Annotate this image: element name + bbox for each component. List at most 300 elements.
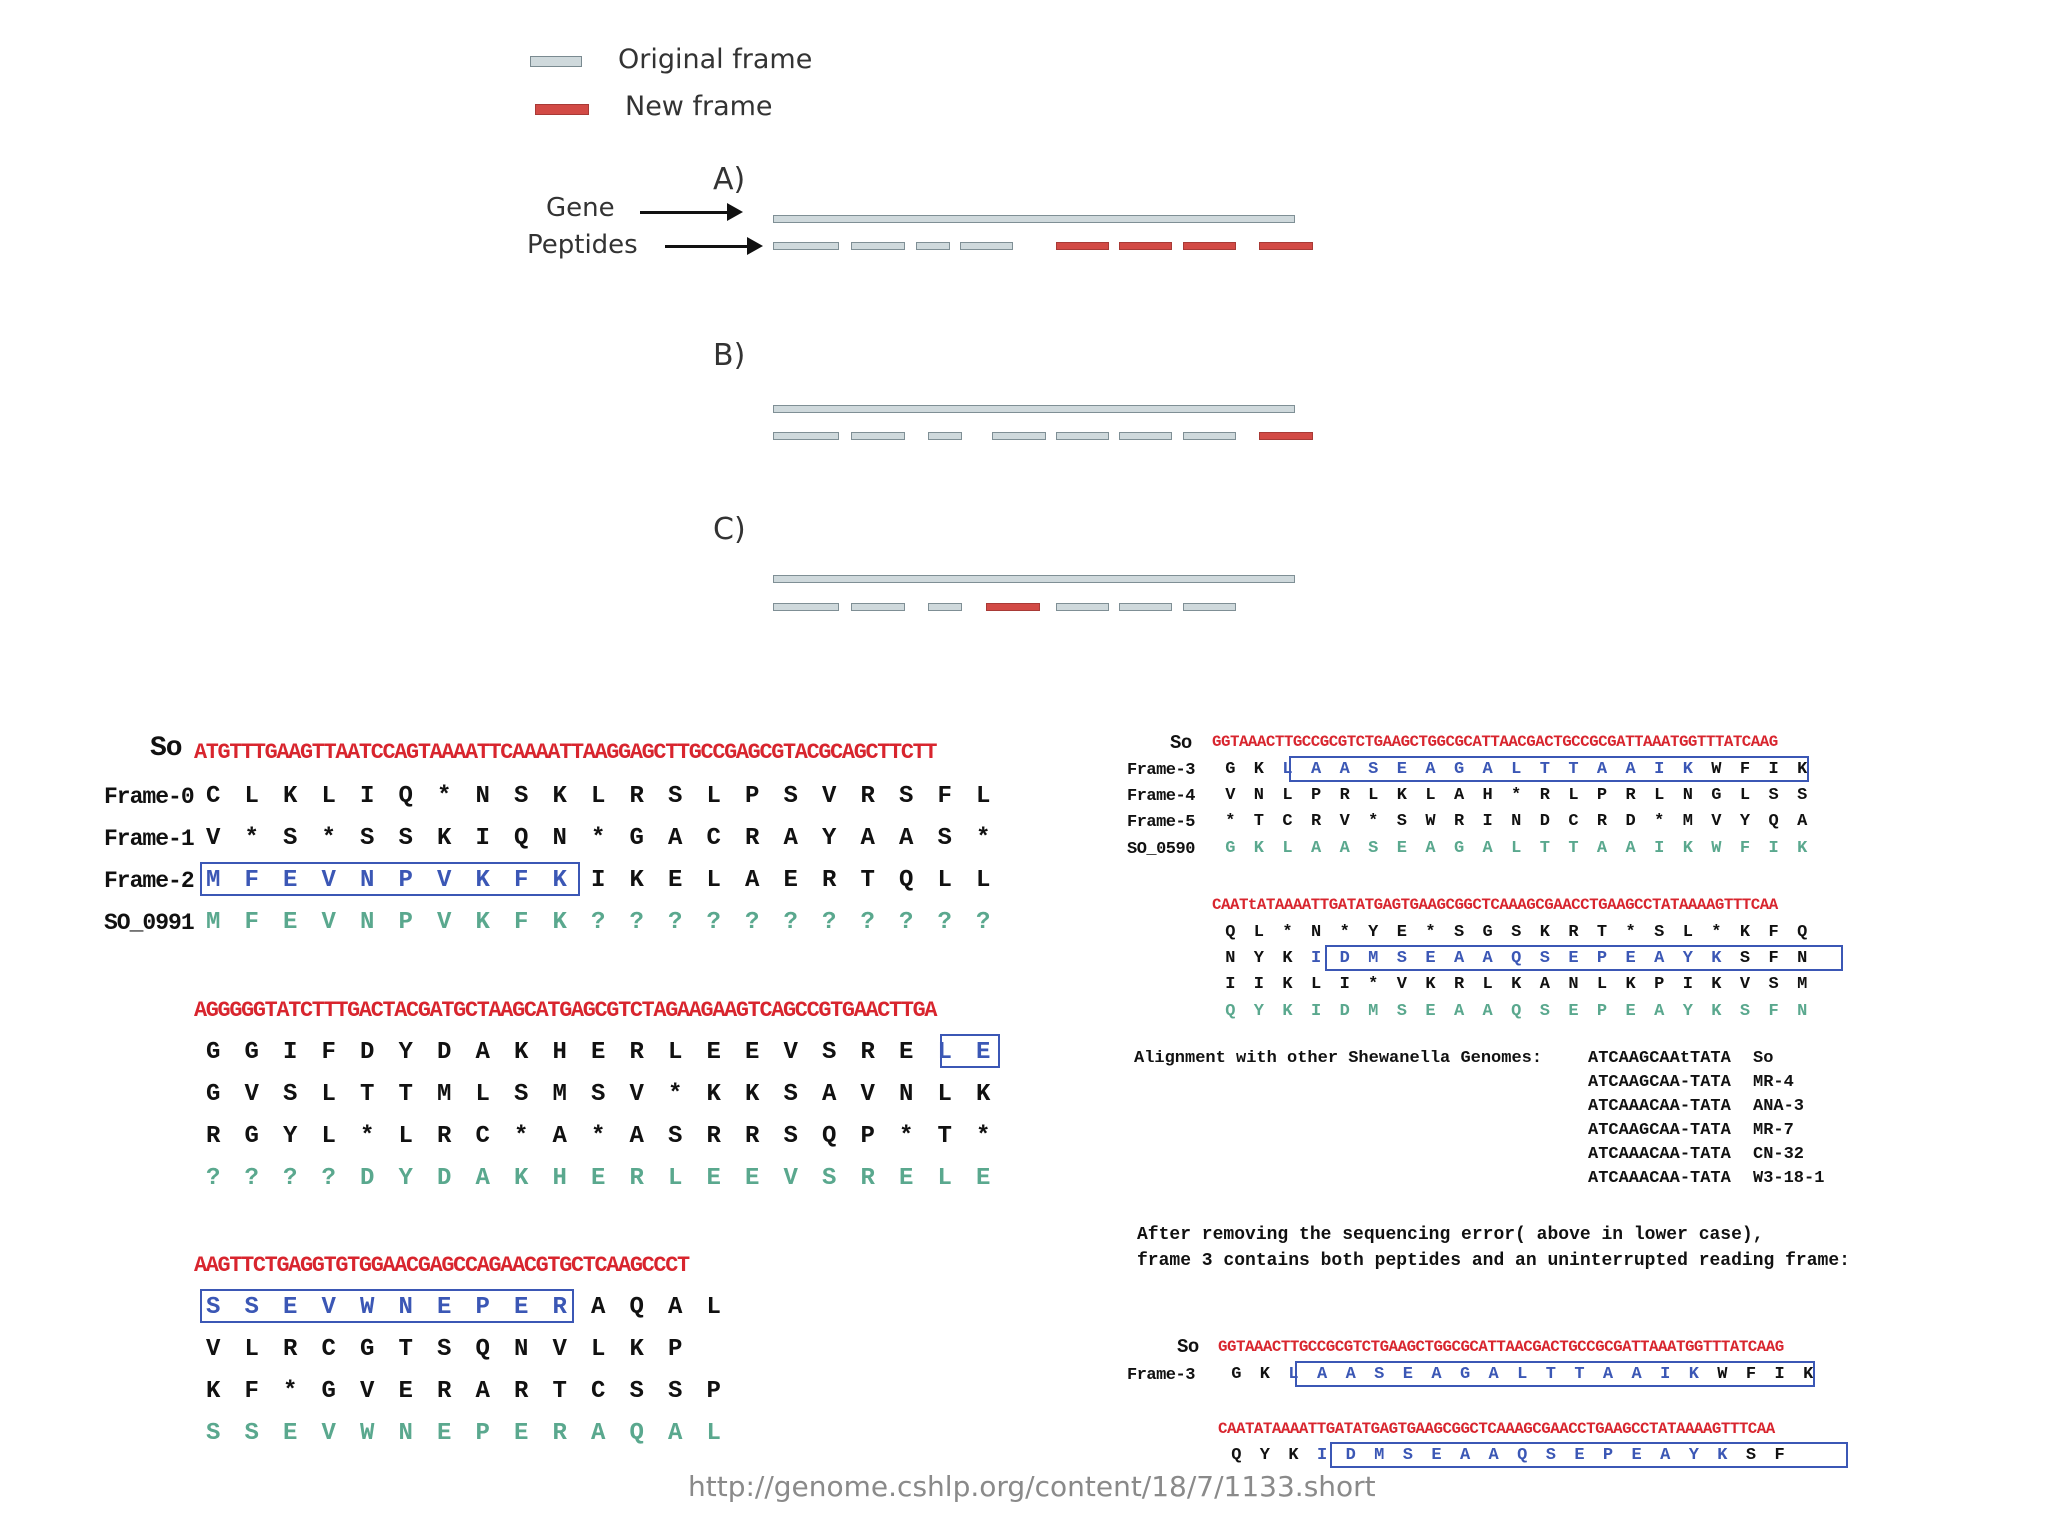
amino-acid: * <box>360 1123 375 1150</box>
amino-acid: E <box>899 1039 914 1066</box>
genome-name: ANA-3 <box>1753 1097 1805 1116</box>
amino-acid: S <box>1539 1002 1550 1021</box>
amino-acid: A <box>668 1294 683 1321</box>
amino-acid: S <box>514 1081 529 1108</box>
amino-acid: R <box>745 1123 760 1150</box>
left-b1-so <box>194 909 1003 936</box>
peptide-b-3 <box>928 432 962 440</box>
amino-acid: P <box>398 909 413 936</box>
peptide-b-4 <box>992 432 1046 440</box>
gene-label: Gene <box>546 193 615 223</box>
peptide-c-1 <box>773 603 839 611</box>
amino-acid: V <box>822 783 837 810</box>
genome-name: MR-4 <box>1753 1073 1794 1092</box>
amino-acid: A <box>783 825 798 852</box>
left-label-frame1: Frame-1 <box>104 826 194 852</box>
panel-c-label: C) <box>713 512 746 547</box>
amino-acid: A <box>475 1378 490 1405</box>
amino-acid: I <box>1310 1002 1322 1021</box>
peptide-b-7 <box>1183 432 1236 440</box>
amino-acid: I <box>283 1039 298 1066</box>
amino-acid: K <box>1711 949 1722 968</box>
amino-acid: E <box>1631 1446 1642 1465</box>
amino-acid: E <box>1396 923 1407 942</box>
amino-acid: T <box>1568 760 1579 779</box>
amino-acid: G <box>360 1336 375 1363</box>
amino-acid: Y <box>283 1123 298 1150</box>
amino-acid: R <box>1453 812 1465 831</box>
amino-acid: N <box>1511 812 1522 831</box>
left-b2-frame2 <box>194 1123 1003 1150</box>
amino-acid: K <box>1288 1446 1299 1465</box>
amino-acid: ? <box>244 1165 259 1192</box>
amino-acid: R <box>629 1165 644 1192</box>
right-b2-frame5 <box>1216 975 1816 994</box>
amino-acid: T <box>552 1378 567 1405</box>
amino-acid: D <box>437 1165 452 1192</box>
amino-acid: I <box>1768 760 1779 779</box>
corrected-dna-1: GGTAAACTTGCCGCGTCTGAAGCTGGCGCATTAACGACTGCCGCGATTAAATGGTTTATCAAG <box>1218 1338 1784 1356</box>
left-b1-frame0 <box>194 783 1003 810</box>
peptide-a-7 <box>1183 242 1236 250</box>
amino-acid: M <box>552 1081 567 1108</box>
amino-acid: L <box>668 1165 683 1192</box>
amino-acid: C <box>1568 812 1579 831</box>
amino-acid: G <box>321 1378 336 1405</box>
right-species-label: So <box>1170 732 1192 754</box>
amino-acid: V <box>1339 812 1350 831</box>
amino-acid: G <box>1453 760 1465 779</box>
left-label-frame0: Frame-0 <box>104 784 194 810</box>
amino-acid: N <box>899 1081 914 1108</box>
amino-acid: L <box>398 1123 413 1150</box>
amino-acid: N <box>1253 786 1264 805</box>
amino-acid: K <box>629 867 644 894</box>
amino-acid: V <box>629 1081 644 1108</box>
amino-acid: * <box>976 1123 991 1150</box>
amino-acid: S <box>783 1123 798 1150</box>
corrected-frame-label: Frame-3 <box>1127 1366 1195 1385</box>
amino-acid: E <box>976 1165 991 1192</box>
left-species-label: So <box>150 733 182 764</box>
amino-acid: R <box>1596 812 1608 831</box>
source-url: http://genome.cshlp.org/content/18/7/1133.short <box>688 1470 1376 1503</box>
amino-acid: K <box>1682 839 1693 858</box>
amino-acid: C <box>206 783 221 810</box>
amino-acid: C <box>475 1123 490 1150</box>
right-b2-peptide-box <box>1325 945 1843 971</box>
amino-acid: V <box>437 867 452 894</box>
amino-acid: L <box>1282 760 1293 779</box>
peptide-a-8 <box>1259 242 1313 250</box>
amino-acid: A <box>1482 839 1493 858</box>
amino-acid: N <box>360 867 375 894</box>
amino-acid: Q <box>1511 1002 1522 1021</box>
amino-acid: E <box>283 867 298 894</box>
left-b1-frame1 <box>194 825 1003 852</box>
amino-acid: K <box>1259 1365 1270 1384</box>
genome-seq: ATCAAACAA-TATA <box>1588 1145 1731 1164</box>
amino-acid: R <box>1339 786 1350 805</box>
amino-acid: E <box>706 1165 721 1192</box>
amino-acid: Y <box>1253 1002 1264 1021</box>
amino-acid: S <box>1374 1365 1385 1384</box>
amino-acid: A <box>899 825 914 852</box>
amino-acid: N <box>1797 949 1808 968</box>
gene-bar-b <box>773 405 1295 413</box>
amino-acid: K <box>1539 923 1550 942</box>
amino-acid: E <box>283 1294 298 1321</box>
amino-acid: G <box>1482 923 1493 942</box>
amino-acid: A <box>1310 839 1322 858</box>
amino-acid: R <box>283 1336 298 1363</box>
amino-acid: L <box>1482 975 1493 994</box>
amino-acid: K <box>206 1378 221 1405</box>
amino-acid: E <box>437 1420 452 1447</box>
amino-acid: Y <box>1682 949 1693 968</box>
left-label-frame2: Frame-2 <box>104 868 194 894</box>
amino-acid: K <box>1425 975 1436 994</box>
genome-name: CN-32 <box>1753 1145 1805 1164</box>
amino-acid: D <box>360 1039 375 1066</box>
amino-acid: F <box>937 783 952 810</box>
amino-acid: G <box>1711 786 1722 805</box>
amino-acid: E <box>437 1294 452 1321</box>
amino-acid: * <box>591 1123 606 1150</box>
peptide-c-6 <box>1119 603 1172 611</box>
amino-acid: S <box>899 783 914 810</box>
legend-new-swatch <box>535 104 589 115</box>
amino-acid: M <box>1374 1446 1385 1465</box>
amino-acid: S <box>1654 923 1665 942</box>
amino-acid: V <box>360 1378 375 1405</box>
corrected-species-label: So <box>1177 1336 1199 1358</box>
amino-acid: P <box>1654 975 1665 994</box>
amino-acid: F <box>1745 1365 1757 1384</box>
amino-acid: V <box>321 909 336 936</box>
right-b2-so <box>1216 1002 1816 1021</box>
peptide-a-3 <box>916 242 950 250</box>
panel-a-label: A) <box>713 162 746 197</box>
peptide-b-8 <box>1259 432 1313 440</box>
amino-acid: S <box>1396 1002 1407 1021</box>
peptide-a-1 <box>773 242 839 250</box>
amino-acid: V <box>552 1336 567 1363</box>
amino-acid: A <box>1425 760 1436 779</box>
legend-original-label: Original frame <box>618 44 813 75</box>
amino-acid: D <box>1339 1002 1350 1021</box>
amino-acid: L <box>937 1081 952 1108</box>
amino-acid: K <box>514 1039 529 1066</box>
gene-arrow-head <box>727 203 743 221</box>
amino-acid: V <box>860 1081 875 1108</box>
left-b3-so <box>194 1420 733 1447</box>
amino-acid: I <box>475 825 490 852</box>
peptide-a-4 <box>960 242 1013 250</box>
amino-acid: F <box>244 909 259 936</box>
amino-acid: K <box>1688 1365 1699 1384</box>
amino-acid: S <box>206 1420 221 1447</box>
amino-acid: E <box>1625 949 1636 968</box>
amino-acid: G <box>1225 760 1236 779</box>
amino-acid: A <box>1654 1002 1665 1021</box>
amino-acid: * <box>1711 923 1722 942</box>
amino-acid: A <box>1482 949 1493 968</box>
amino-acid: E <box>514 1420 529 1447</box>
amino-acid: * <box>1425 923 1436 942</box>
amino-acid: T <box>1596 923 1608 942</box>
amino-acid: Q <box>514 825 529 852</box>
genome-seq: ATCAAACAA-TATA <box>1588 1097 1731 1116</box>
amino-acid: L <box>706 867 721 894</box>
peptide-c-2 <box>851 603 905 611</box>
amino-acid: S <box>1539 949 1550 968</box>
amino-acid: N <box>475 783 490 810</box>
amino-acid: N <box>514 1336 529 1363</box>
note-line-2: frame 3 contains both peptides and an uninterrupted reading frame: <box>1137 1251 1850 1271</box>
amino-acid: P <box>1596 786 1608 805</box>
amino-acid: I <box>1316 1446 1328 1465</box>
amino-acid: N <box>398 1294 413 1321</box>
amino-acid: T <box>1568 839 1579 858</box>
amino-acid: S <box>283 825 298 852</box>
amino-acid: I <box>1339 975 1350 994</box>
amino-acid: E <box>706 1039 721 1066</box>
amino-acid: A <box>1482 760 1493 779</box>
amino-acid: L <box>1568 786 1579 805</box>
amino-acid: D <box>1339 949 1350 968</box>
amino-acid: * <box>1282 923 1293 942</box>
amino-acid: K <box>1711 975 1722 994</box>
amino-acid: L <box>976 867 991 894</box>
amino-acid: F <box>1739 839 1751 858</box>
amino-acid: ? <box>591 909 606 936</box>
amino-acid: L <box>1425 786 1436 805</box>
amino-acid: K <box>1803 1365 1814 1384</box>
left-b3-frame1 <box>194 1336 695 1363</box>
amino-acid: S <box>591 1081 606 1108</box>
amino-acid: K <box>514 1165 529 1192</box>
amino-acid: ? <box>745 909 760 936</box>
amino-acid: M <box>1368 949 1379 968</box>
amino-acid: E <box>1574 1446 1585 1465</box>
amino-acid: L <box>668 1039 683 1066</box>
amino-acid: L <box>244 1336 259 1363</box>
amino-acid: D <box>437 1039 452 1066</box>
amino-acid: A <box>475 1039 490 1066</box>
amino-acid: M <box>1682 812 1693 831</box>
amino-acid: E <box>1425 949 1436 968</box>
amino-acid: S <box>1402 1446 1413 1465</box>
amino-acid: F <box>244 867 259 894</box>
amino-acid: T <box>1539 839 1550 858</box>
amino-acid: I <box>1774 1365 1785 1384</box>
amino-acid: Y <box>398 1039 413 1066</box>
amino-acid: A <box>1316 1365 1328 1384</box>
amino-acid: G <box>629 825 644 852</box>
amino-acid: L <box>1288 1365 1299 1384</box>
amino-acid: M <box>206 909 221 936</box>
amino-acid: S <box>1797 786 1808 805</box>
amino-acid: * <box>283 1378 298 1405</box>
amino-acid: * <box>668 1081 683 1108</box>
amino-acid: Y <box>1682 1002 1693 1021</box>
amino-acid: * <box>514 1123 529 1150</box>
amino-acid: R <box>860 783 875 810</box>
amino-acid: L <box>1654 786 1665 805</box>
peptide-b-5 <box>1056 432 1109 440</box>
amino-acid: E <box>398 1378 413 1405</box>
amino-acid: L <box>937 1165 952 1192</box>
amino-acid: L <box>937 867 952 894</box>
amino-acid: D <box>1539 812 1550 831</box>
amino-acid: S <box>514 783 529 810</box>
amino-acid: A <box>745 867 760 894</box>
amino-acid: V <box>783 1039 798 1066</box>
amino-acid: A <box>1602 1365 1614 1384</box>
amino-acid: I <box>1682 975 1693 994</box>
amino-acid: Y <box>822 825 837 852</box>
amino-acid: E <box>1402 1365 1413 1384</box>
amino-acid: F <box>514 867 529 894</box>
amino-acid: A <box>1431 1365 1442 1384</box>
amino-acid: A <box>1488 1365 1499 1384</box>
amino-acid: V <box>783 1165 798 1192</box>
amino-acid: K <box>437 825 452 852</box>
amino-acid: R <box>860 1165 875 1192</box>
amino-acid: L <box>706 1420 721 1447</box>
amino-acid: * <box>1225 812 1236 831</box>
amino-acid: A <box>1453 786 1465 805</box>
amino-acid: P <box>706 1378 721 1405</box>
amino-acid: K <box>976 1081 991 1108</box>
amino-acid: W <box>360 1420 375 1447</box>
amino-acid: Q <box>1231 1446 1242 1465</box>
amino-acid: K <box>1396 786 1407 805</box>
amino-acid: I <box>1660 1365 1671 1384</box>
amino-acid: ? <box>283 1165 298 1192</box>
amino-acid: M <box>1797 975 1808 994</box>
amino-acid: N <box>1568 975 1579 994</box>
amino-acid: Q <box>629 1294 644 1321</box>
amino-acid: A <box>1482 1002 1493 1021</box>
amino-acid: I <box>591 867 606 894</box>
amino-acid: * <box>1368 975 1379 994</box>
right-b2-frame3 <box>1216 923 1816 942</box>
left-b3-peptide-box <box>200 1289 574 1323</box>
amino-acid: P <box>1596 1002 1608 1021</box>
amino-acid: A <box>1539 975 1550 994</box>
left-b3-frame2 <box>194 1378 733 1405</box>
amino-acid: G <box>1459 1365 1471 1384</box>
amino-acid: K <box>475 909 490 936</box>
amino-acid: ? <box>899 909 914 936</box>
amino-acid: Q <box>1768 812 1779 831</box>
amino-acid: A <box>1345 1365 1356 1384</box>
amino-acid: S <box>822 1165 837 1192</box>
right-dna-1: GGTAAACTTGCCGCGTCTGAAGCTGGCGCATTAACGACTGCCGCGATTAAATGGTTTATCAAG <box>1212 733 1778 751</box>
amino-acid: S <box>783 1081 798 1108</box>
amino-acid: S <box>1396 812 1407 831</box>
amino-acid: S <box>398 825 413 852</box>
amino-acid: V <box>206 1336 221 1363</box>
amino-acid: C <box>591 1378 606 1405</box>
amino-acid: A <box>1453 949 1465 968</box>
amino-acid: E <box>1396 760 1407 779</box>
amino-acid: W <box>1425 812 1436 831</box>
amino-acid: E <box>668 867 683 894</box>
amino-acid: G <box>1231 1365 1242 1384</box>
amino-acid: F <box>1768 923 1779 942</box>
amino-acid: C <box>321 1336 336 1363</box>
amino-acid: Q <box>629 1420 644 1447</box>
peptides-arrow-head <box>747 237 763 255</box>
amino-acid: K <box>1282 949 1293 968</box>
amino-acid: ? <box>822 909 837 936</box>
amino-acid: T <box>1574 1365 1585 1384</box>
legend-original-swatch <box>530 56 582 67</box>
amino-acid: R <box>1625 786 1636 805</box>
amino-acid: T <box>398 1336 413 1363</box>
peptides-label: Peptides <box>527 230 638 260</box>
amino-acid: E <box>591 1165 606 1192</box>
amino-acid: A <box>668 1420 683 1447</box>
amino-acid: S <box>783 783 798 810</box>
amino-acid: S <box>1768 975 1779 994</box>
amino-acid: A <box>552 1123 567 1150</box>
amino-acid: A <box>1631 1365 1642 1384</box>
amino-acid: K <box>1511 975 1522 994</box>
amino-acid: K <box>283 783 298 810</box>
gene-bar-a <box>773 215 1295 223</box>
amino-acid: L <box>1739 786 1751 805</box>
amino-acid: Q <box>1511 949 1522 968</box>
amino-acid: * <box>1654 812 1665 831</box>
amino-acid: E <box>1568 1002 1579 1021</box>
left-b1-peptide-box <box>200 862 580 896</box>
amino-acid: K <box>1682 760 1693 779</box>
amino-acid: W <box>1711 760 1722 779</box>
amino-acid: L <box>1368 786 1379 805</box>
right-dna-2: CAATtATAAAATTGATATGAGTGAAGCGGCTCAAAGCGAACCTGAAGCCTATAAAAGTTTCAA <box>1212 896 1778 914</box>
genome-alignment-title: Alignment with other Shewanella Genomes: <box>1134 1049 1543 1068</box>
gene-arrow <box>640 211 730 214</box>
amino-acid: I <box>1482 812 1493 831</box>
amino-acid: I <box>360 783 375 810</box>
amino-acid: R <box>437 1123 452 1150</box>
amino-acid: K <box>629 1336 644 1363</box>
amino-acid: F <box>244 1378 259 1405</box>
amino-acid: S <box>1768 786 1779 805</box>
right-label-frame4: Frame-4 <box>1127 787 1195 806</box>
left-b2-so <box>194 1165 1003 1192</box>
amino-acid: L <box>706 1294 721 1321</box>
amino-acid: M <box>1368 1002 1379 1021</box>
amino-acid: * <box>321 825 336 852</box>
amino-acid: S <box>629 1378 644 1405</box>
amino-acid: A <box>1654 949 1665 968</box>
amino-acid: V <box>1225 786 1236 805</box>
amino-acid: S <box>1739 1002 1751 1021</box>
amino-acid: P <box>475 1420 490 1447</box>
amino-acid: P <box>1310 786 1322 805</box>
amino-acid: A <box>1459 1446 1471 1465</box>
amino-acid: F <box>1739 760 1751 779</box>
amino-acid: N <box>1310 923 1322 942</box>
amino-acid: R <box>629 783 644 810</box>
amino-acid: S <box>822 1039 837 1066</box>
amino-acid: T <box>937 1123 952 1150</box>
